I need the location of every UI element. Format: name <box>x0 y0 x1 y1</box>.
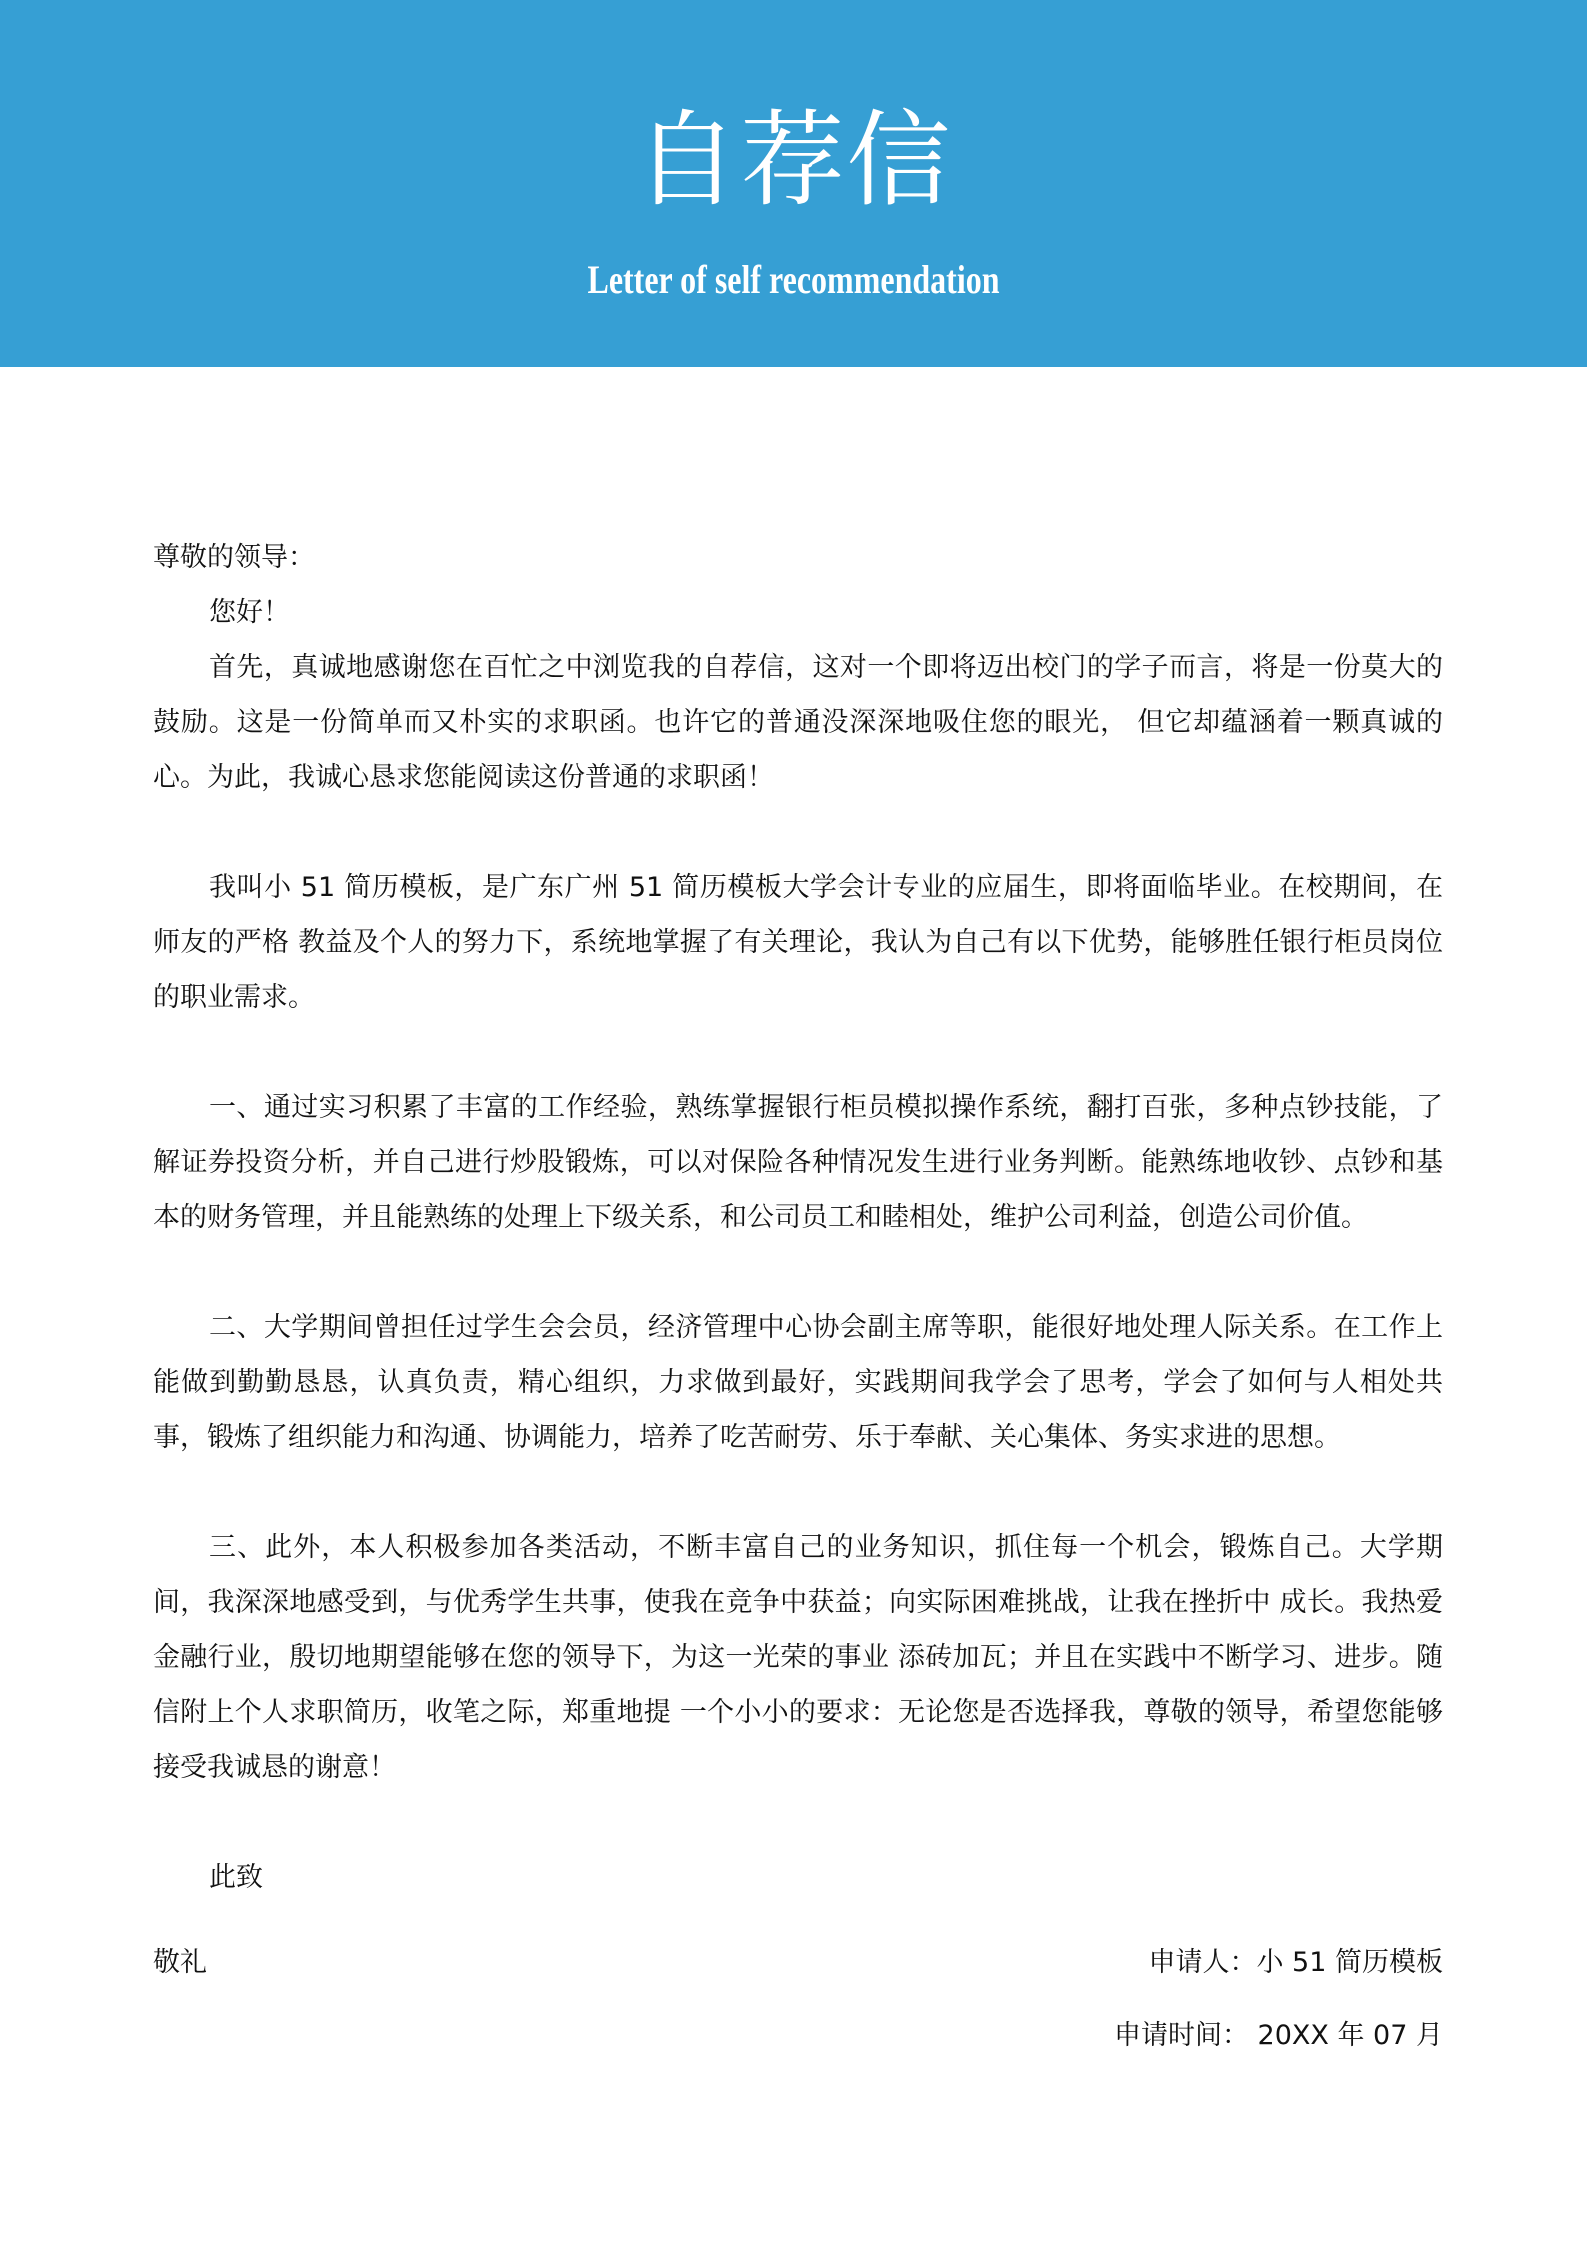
closing-regards: 此致 <box>209 1862 263 1893</box>
letter-body <box>153 530 1443 2063</box>
applicant-name: 申请人：小 51 简历模板 <box>1148 1947 1443 1978</box>
application-date: 申请时间： 20XX 年 07 月 <box>1113 2020 1443 2051</box>
greeting: 您好！ <box>209 597 290 628</box>
salutation: 尊敬的领导： <box>153 542 315 573</box>
paragraph-intro: 首先，真诚地感谢您在百忙之中浏览我的自荐信，这对一个即将迈出校门的学子而言，将是一份莫大的鼓励。这是一份简单而又朴实的求职函。也许它的普通没深深地吸住您的眼光， 但它却蕴涵着一颗真诚的心。为此，我诚心恳求您能阅读这份普通的求职函！ <box>153 652 1443 793</box>
paragraph-spacer <box>153 1795 1443 1850</box>
page-subtitle: Letter of self recommendation <box>587 257 1000 302</box>
page-title: 自荐信 <box>634 99 953 221</box>
closing-spacer <box>153 1905 1443 1935</box>
paragraph-background: 我叫小 51 简历模板，是广东广州 51 简历模板大学会计专业的应届生，即将面临毕业。在校期间，在师友的严格 教益及个人的努力下，系统地掌握了有关理论，我认为自己有以下优势，能够胜任银行柜员岗位的职业需求。 <box>153 872 1443 1013</box>
paragraph-spacer <box>153 1465 1443 1520</box>
date-spacer <box>153 1990 1443 2008</box>
closing-row <box>153 1935 1443 1990</box>
paragraph-spacer <box>153 1245 1443 1300</box>
paragraph-point-3: 三、此外，本人积极参加各类活动，不断丰富自己的业务知识，抓住每一个机会，锻炼自己。大学期间，我深深地感受到，与优秀学生共事，使我在竞争中获益；向实际困难挑战，让我在挫折中 成长。我热爱金融行业，殷切地期望能够在您的领导下，为这一光荣的事业 添砖加瓦；并且在实践中不断学习、进步。随信附上个人求职简历，收笔之际，郑重地提 一个小小的要求：无论您是否选择我，尊敬的领导，希望您能够接受我诚恳的谢意！ <box>153 1532 1443 1783</box>
paragraph-point-1: 一、通过实习积累了丰富的工作经验，熟练掌握银行柜员模拟操作系统，翻打百张，多种点钞技能，了解证券投资分析，并自己进行炒股锻炼，可以对保险各种情况发生进行业务判断。能熟练地收钞、点钞和基本的财务管理，并且能熟练的处理上下级关系，和公司员工和睦相处，维护公司利益，创造公司价值。 <box>153 1092 1443 1233</box>
paragraph-spacer <box>153 805 1443 860</box>
header-banner <box>0 0 1587 367</box>
paragraph-spacer <box>153 1025 1443 1080</box>
closing-salute: 敬礼 <box>153 1947 207 1978</box>
paragraph-point-2: 二、大学期间曾担任过学生会会员，经济管理中心协会副主席等职，能很好地处理人际关系。在工作上能做到勤勤恳恳，认真负责，精心组织，力求做到最好，实践期间我学会了思考，学会了如何与人相处共事，锻炼了组织能力和沟通、协调能力，培养了吃苦耐劳、乐于奉献、关心集体、务实求进的思想。 <box>153 1312 1443 1453</box>
